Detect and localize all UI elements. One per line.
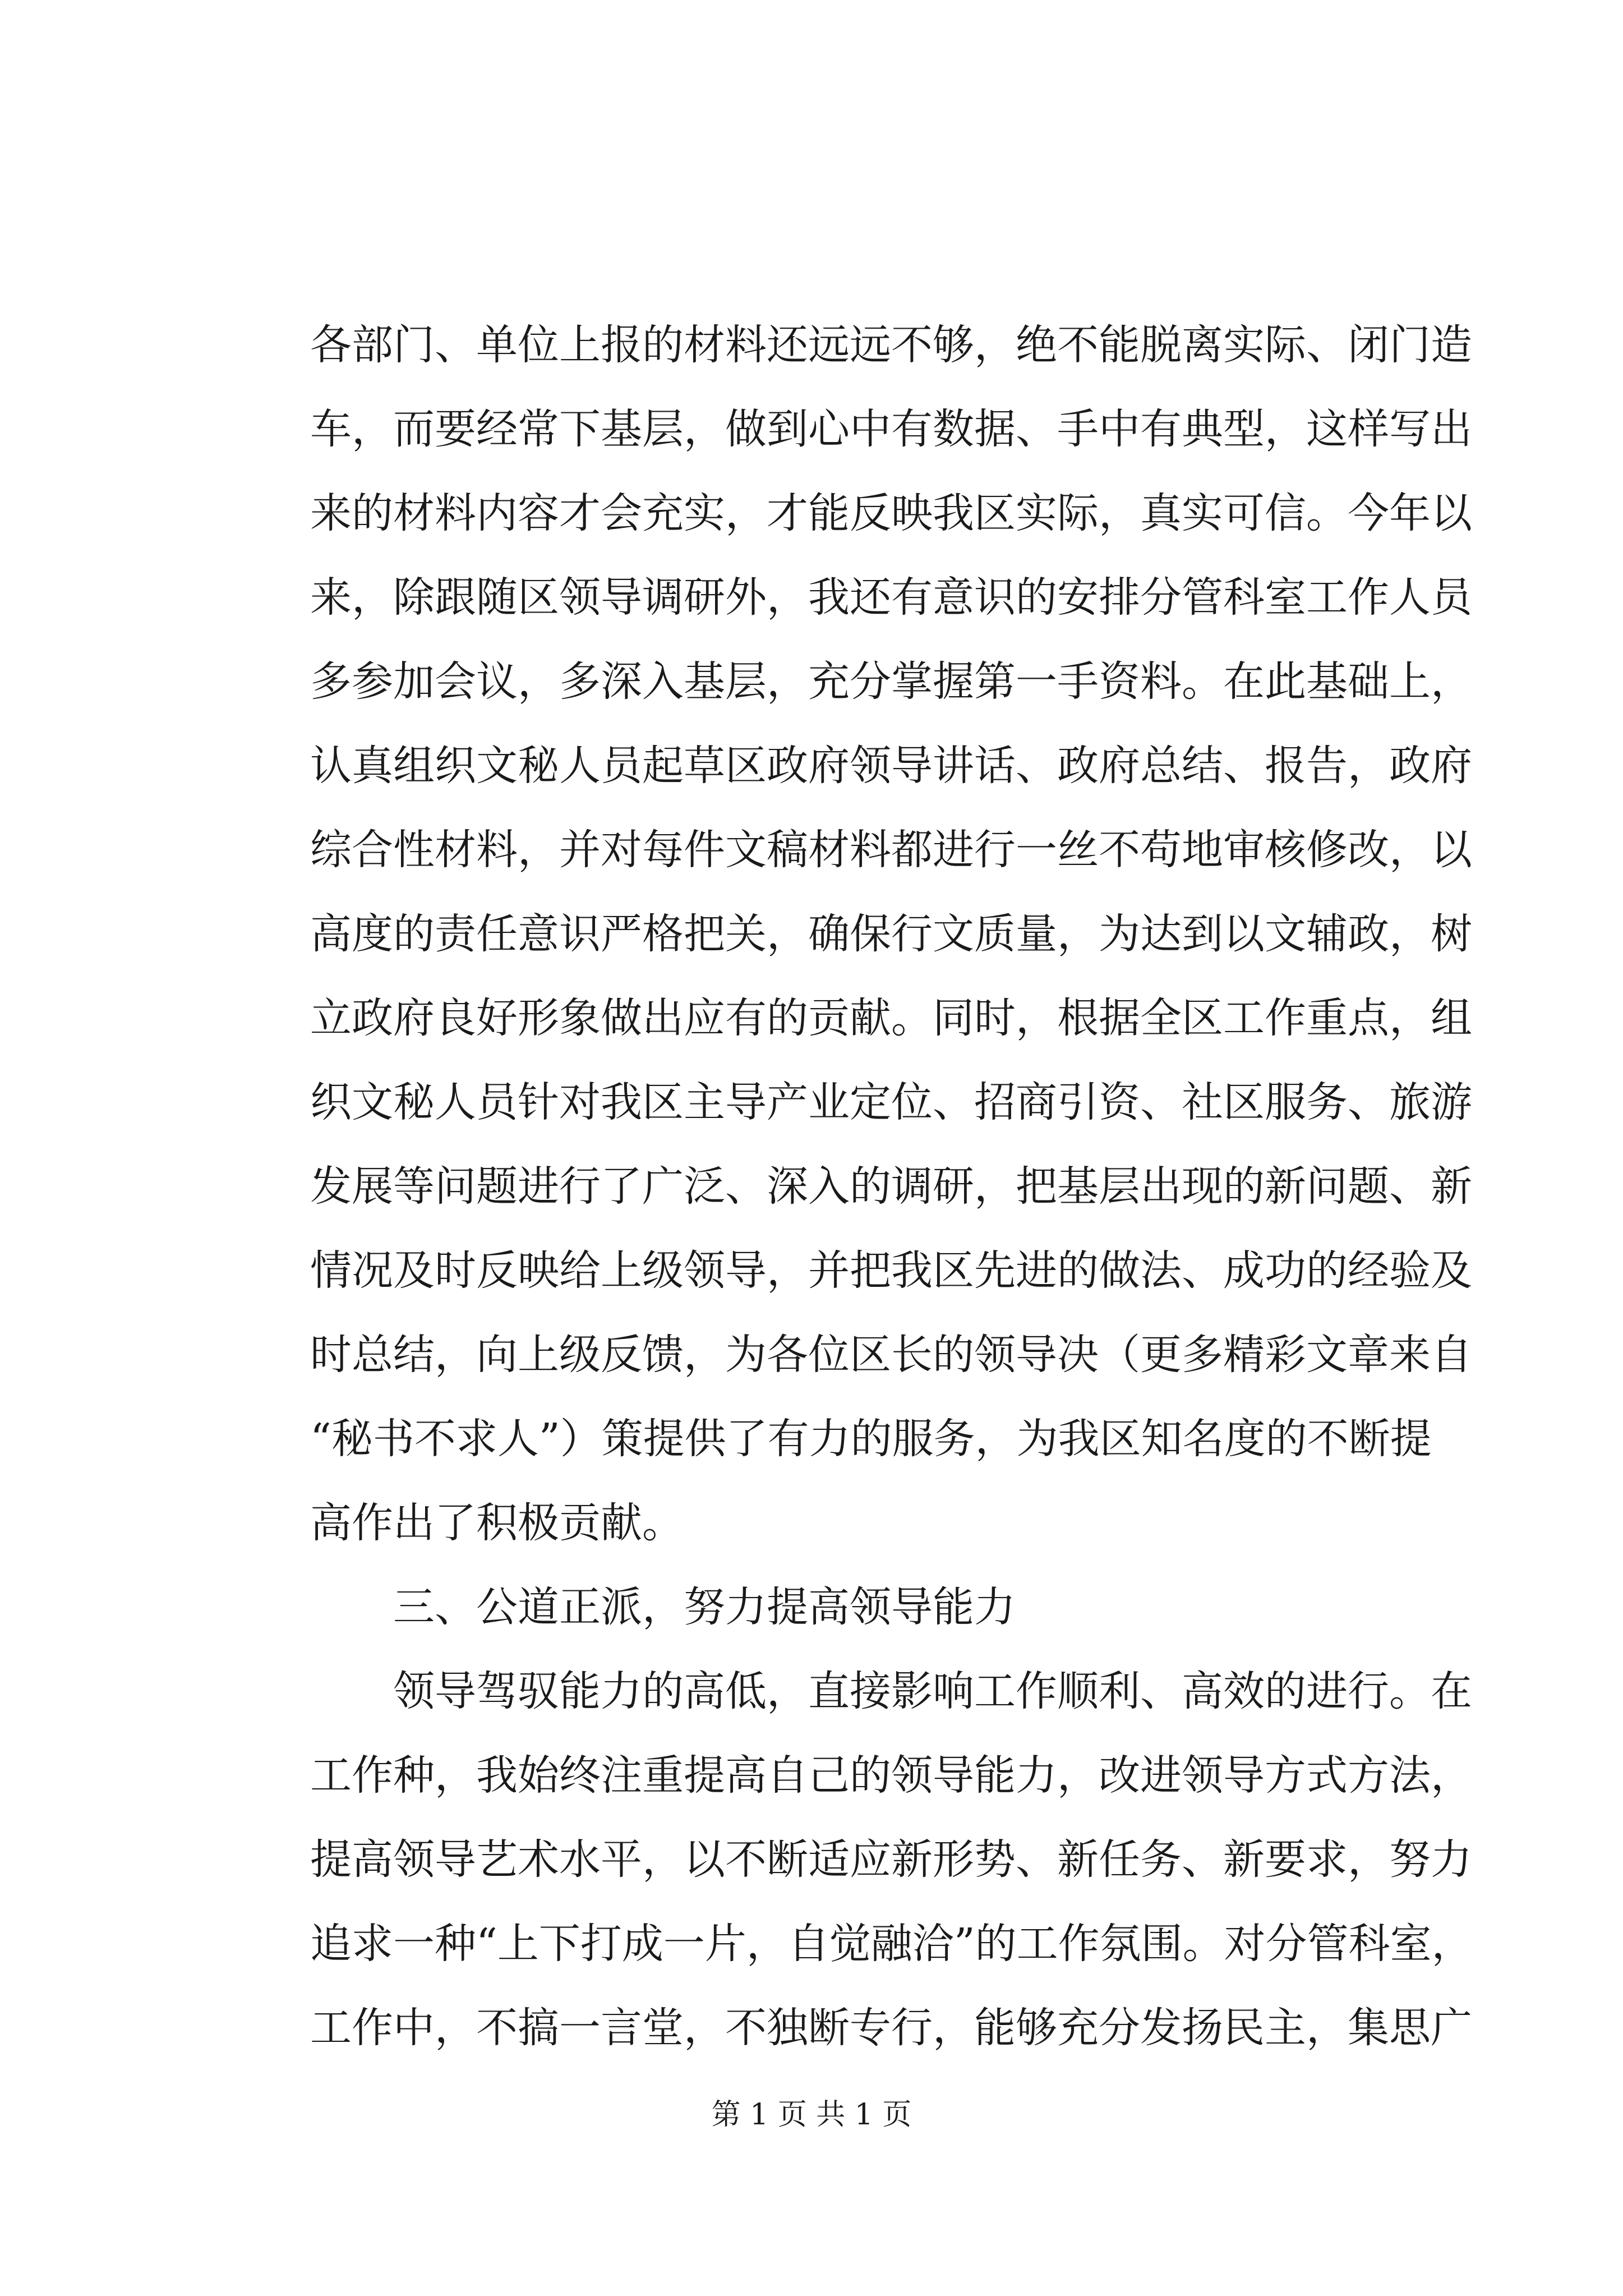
- text-line: 情况及时反映给上级领导，并把我区先进的做法、成功的经验及: [310, 1246, 1472, 1295]
- text-line: 织文秘人员针对我区主导产业定位、招商引资、社区服务、旅游: [310, 1078, 1472, 1126]
- text-line: 工作种，我始终注重提高自己的领导能力，改进领导方式方法，: [310, 1751, 1472, 1800]
- text-line: 认真组织文秘人员起草区政府领导讲话、政府总结、报告，政府: [310, 742, 1472, 790]
- text-line: 立政府良好形象做出应有的贡献。同时，根据全区工作重点，组: [310, 994, 1472, 1042]
- text-line: 多参加会议，多深入基层，充分掌握第一手资料。在此基础上，: [310, 657, 1472, 706]
- text-line: 车，而要经常下基层，做到心中有数据、手中有典型，这样写出: [310, 405, 1472, 453]
- text-line: 发展等问题进行了广泛、深入的调研，把基层出现的新问题、新: [310, 1162, 1472, 1211]
- text-line: 高作出了积极贡献。: [310, 1499, 684, 1547]
- text-line: 时总结，向上级反馈，为各位区长的领导决（更多精彩文章来自: [310, 1331, 1472, 1379]
- text-line: 各部门、单位上报的材料还远远不够，绝不能脱离实际、闭门造: [310, 321, 1472, 369]
- text-line: 提高领导艺术水平，以不断适应新形势、新任务、新要求，努力: [310, 1835, 1472, 1884]
- body-text: [310, 303, 1473, 2070]
- text-line: 追求一种“上下打成一片，自觉融洽”的工作氛围。对分管科室，: [310, 1920, 1473, 1968]
- text-line: “秘书不求人”）策提供了有力的服务，为我区知名度的不断提: [310, 1415, 1432, 1463]
- page-number-footer: 第 1 页 共 1 页: [711, 2098, 912, 2132]
- text-line: 高度的责任意识严格把关，确保行文质量，为达到以文辅政，树: [310, 910, 1472, 958]
- text-line: 工作中，不搞一言堂，不独断专行，能够充分发扬民主，集思广: [310, 2004, 1472, 2052]
- text-line: 来的材料内容才会充实，才能反映我区实际，真实可信。今年以: [310, 489, 1472, 537]
- text-line: 综合性材料，并对每件文稿材料都进行一丝不苟地审核修改，以: [310, 826, 1472, 874]
- section-heading: 三、公道正派，努力提高领导能力: [393, 1583, 1016, 1631]
- text-line: 领导驾驭能力的高低，直接影响工作顺利、高效的进行。在: [393, 1667, 1472, 1715]
- text-line: 来，除跟随区领导调研外，我还有意识的安排分管科室工作人员: [310, 573, 1472, 622]
